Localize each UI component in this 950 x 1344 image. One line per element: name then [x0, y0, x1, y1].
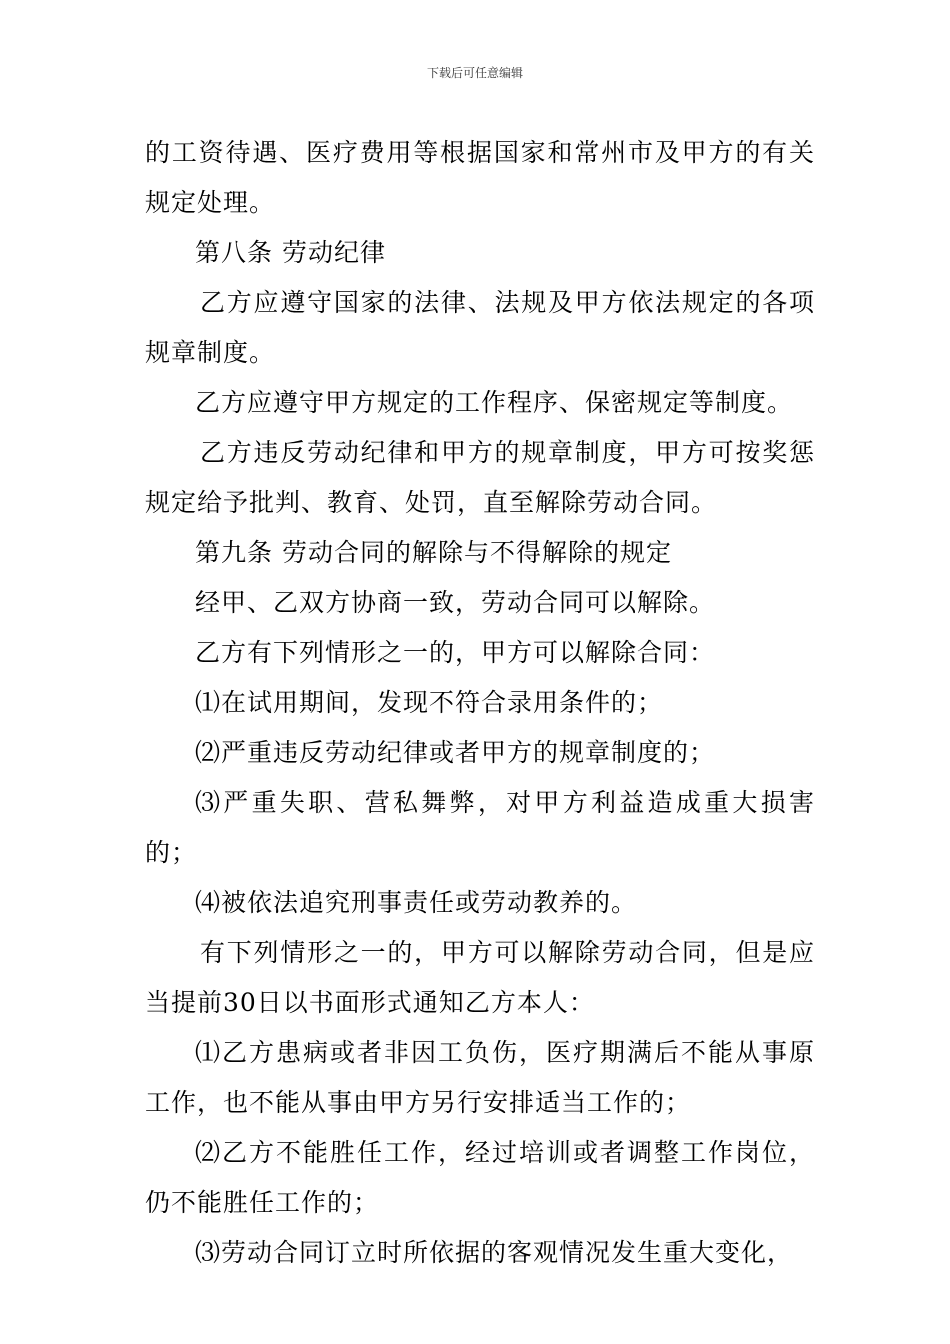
page-header: 下载后可任意编辑 — [426, 66, 523, 80]
article-8-heading: 第八条 劳动纪律 — [195, 238, 386, 267]
paragraph: 乙方应遵守甲方规定的工作程序、保密规定等制度。 — [195, 388, 794, 417]
list-item: ⑷被依法追究刑事责任或劳动教养的。 — [195, 888, 638, 917]
list-item: ⑵严重违反劳动纪律或者甲方的规章制度的； — [195, 738, 716, 767]
list-item: ⑴在试用期间，发现不符合录用条件的； — [195, 688, 664, 717]
paragraph: 乙方违反劳动纪律和甲方的规章制度，甲方可按奖惩规定给予批判、教育、处罚，直至解除劳动合同。 — [145, 438, 815, 517]
article-9-heading: 第九条 劳动合同的解除与不得解除的规定 — [195, 538, 672, 567]
document-body — [145, 128, 815, 1278]
list-item: ⑴乙方患病或者非因工负伤，医疗期满后不能从事原工作，也不能从事由甲方另行安排适当工作的； — [145, 1038, 815, 1117]
paragraph: 乙方有下列情形之一的，甲方可以解除合同： — [195, 638, 716, 667]
paragraph: 经甲、乙双方协商一致，劳动合同可以解除。 — [195, 588, 716, 617]
list-item: ⑵乙方不能胜任工作，经过培训或者调整工作岗位，仍不能胜任工作的； — [145, 1138, 815, 1217]
paragraph-continuation: 的工资待遇、医疗费用等根据国家和常州市及甲方的有关规定处理。 — [145, 138, 815, 217]
paragraph: 有下列情形之一的，甲方可以解除劳动合同，但是应当提前30日以书面形式通知乙方本人： — [145, 938, 815, 1017]
list-item: ⑶严重失职、营私舞弊，对甲方利益造成重大损害的； — [145, 788, 815, 867]
paragraph: 乙方应遵守国家的法律、法规及甲方依法规定的各项规章制度。 — [145, 288, 815, 367]
list-item: ⑶劳动合同订立时所依据的客观情况发生重大变化， — [195, 1238, 794, 1267]
